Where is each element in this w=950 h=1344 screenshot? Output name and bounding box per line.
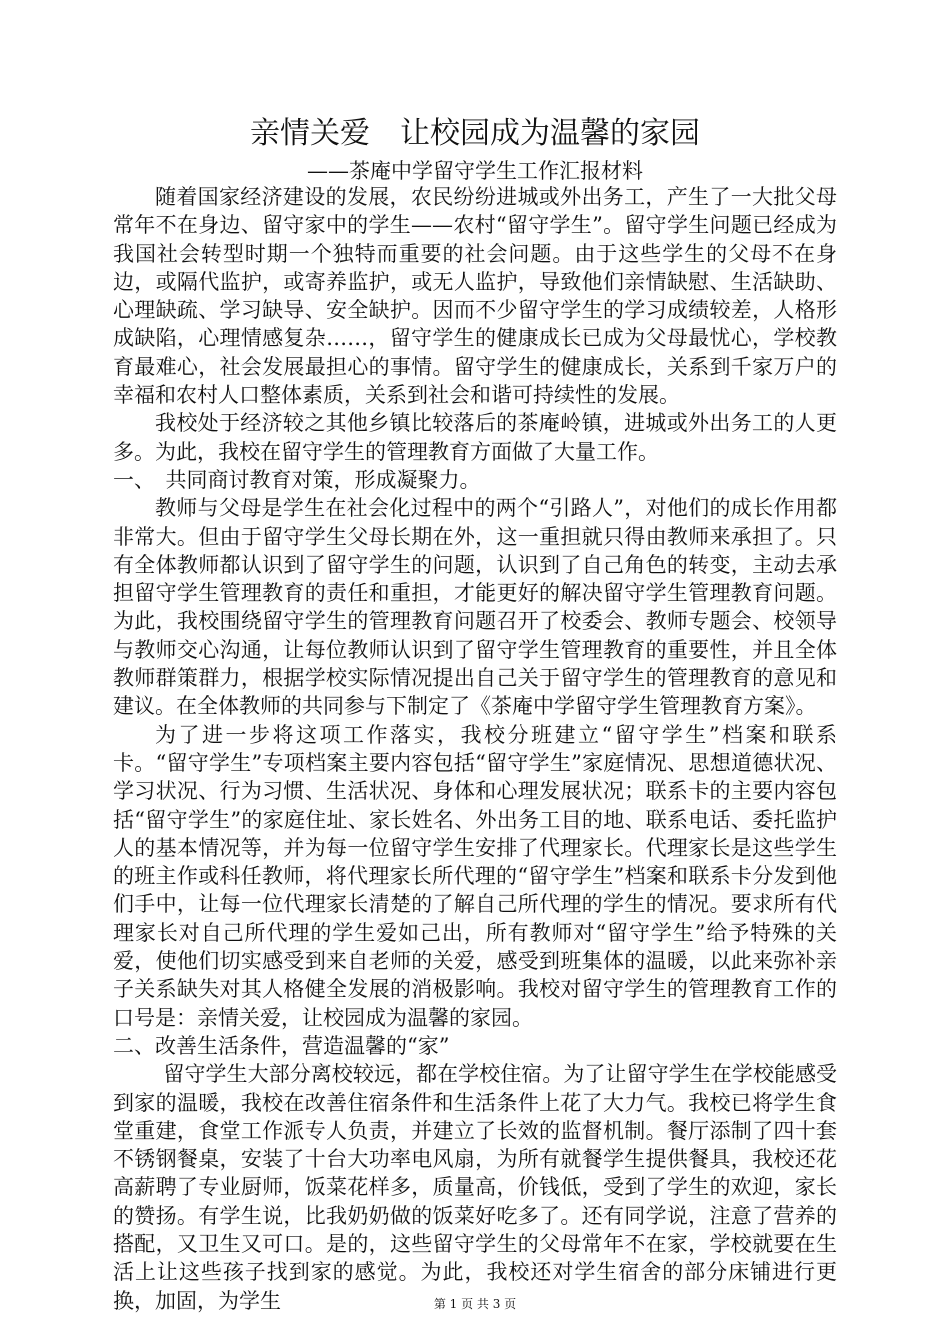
paragraph-teachers-role: 教师与父母是学生在社会化过程中的两个“引路人”，对他们的成长作用都非常大。但由于留守学生父母长期在外，这一重担就只得由教师来承担了。只有全体教师都认识到了留守学生的问题，认识到了自己角色的转变，主动去承担留守学生管理教育的责任和重担，才能更好的解决留守学生管理教育问题。为此，我校围绕留守学生的管理教育问题召开了校委会、教师专题会、校领导与教师交心沟通，让每位教师认识到了留守学生管理教育的重要性，并且全体教师群策群力，根据学校实际情况提出自己关于留守学生的管理教育的意见和建议。在全体教师的共同参与下制定了《茶庵中学留守学生管理教育方案》。: [113, 496, 837, 719]
document-title: 亲情关爱 让校园成为温馨的家园: [250, 116, 700, 151]
section-heading-2: 二、改善生活条件，营造温馨的“家”: [113, 1033, 450, 1058]
document-subtitle: ——茶庵中学留守学生工作汇报材料: [307, 159, 643, 183]
section-heading-1: 一、 共同商讨教育对策，形成凝聚力。: [113, 467, 481, 492]
paragraph-records-and-contact: 为了进一步将这项工作落实，我校分班建立“留守学生”档案和联系卡。“留守学生”专项档案主要内容包括“留守学生”家庭情况、思想道德状况、学习状况、行为习惯、生活状况、身体和心理发展状况；联系卡的主要内容包括“留守学生”的家庭住址、家长姓名、外出务工目的地、联系电话、委托监护人的基本情况等，并为每一位留守学生安排了代理家长。代理家长是这些学生的班主作或科任教师，将代理家长所代理的“留守学生”档案和联系卡分发到他们手中，让每一位代理家长清楚的了解自己所代理的学生的情况。要求所有代理家长对自己所代理的学生爱如己出，所有教师对“留守学生”给予特殊的关爱，使他们切实感受到来自老师的关爱，感受到班集体的温暖，以此来弥补亲子关系缺失对其人格健全发展的消极影响。我校对留守学生的管理教育工作的口号是：亲情关爱，让校园成为温馨的家园。: [113, 722, 837, 1030]
page-number-footer: 第 1 页 共 3 页: [433, 1297, 517, 1311]
paragraph-intro: 随着国家经济建设的发展，农民纷纷进城或外出务工，产生了一大批父母常年不在身边、留守家中的学生——农村“留守学生”。留守学生问题已经成为我国社会转型时期一个独特而重要的社会问题。由于这些学生的父母不在身边，或隔代监护，或寄养监护，或无人监护，导致他们亲情缺慰、生活缺助、心理缺疏、学习缺导、安全缺护。因而不少留守学生的学习成绩较差，人格形成缺陷，心理情感复杂……，留守学生的健康成长已成为父母最忧心，学校教育最难心，社会发展最担心的事情。留守学生的健康成长，关系到千家万户的幸福和农村人口整体素质，关系到社会和谐可持续性的发展。: [113, 185, 837, 408]
document-body: [113, 183, 837, 1315]
paragraph-school-context: 我校处于经济较之其他乡镇比较落后的茶庵岭镇，进城或外出务工的人更多。为此，我校在留守学生的管理教育方面做了大量工作。: [113, 411, 837, 464]
paragraph-living-conditions: 留守学生大部分离校较远，都在学校住宿。为了让留守学生在学校能感受到家的温暖，我校在改善住宿条件和生活条件上花了大力气。我校已将学生食堂重建，食堂工作派专人负责，并建立了长效的监督机制。餐厅添制了四十套不锈钢餐桌，安装了十台大功率电风扇，为所有就餐学生提供餐具，我校还花高薪聘了专业厨师，饭菜花样多，质量高，价钱低，受到了学生的欢迎，家长的赞扬。有学生说，比我奶奶做的饭菜好吃多了。还有同学说，注意了营养的搭配，又卫生又可口。是的，这些留守学生的父母常年不在家，学校就要在生活上让这些孩子找到家的感觉。为此，我校还对学生宿舍的部分床铺进行更换，加固，为学生: [113, 1062, 837, 1313]
